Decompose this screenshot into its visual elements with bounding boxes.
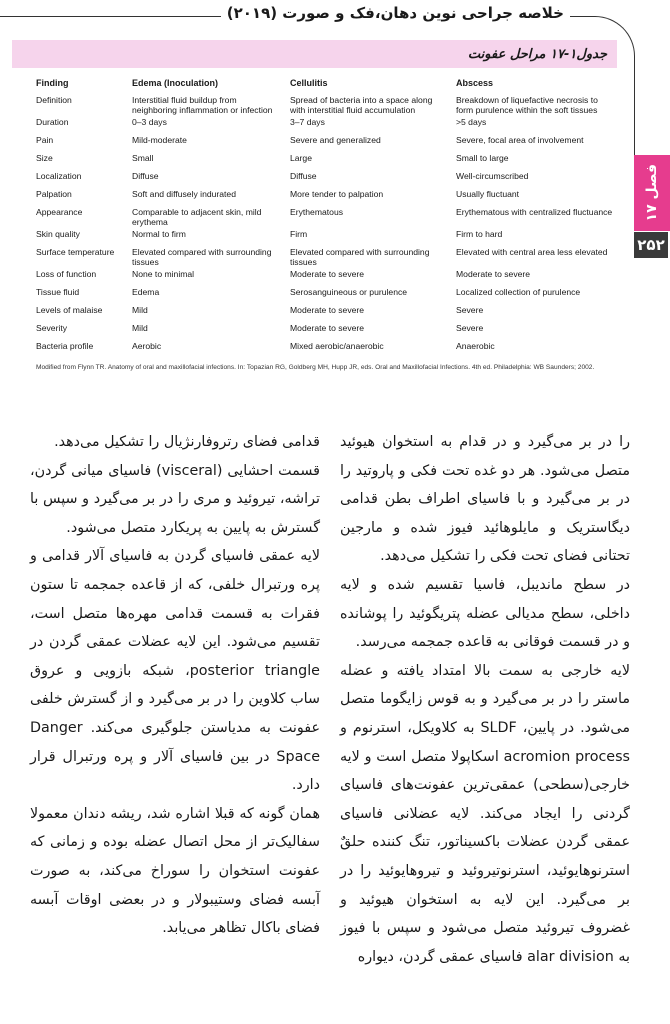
header-cellulitis: Cellulitis: [290, 78, 328, 88]
body-column-right: [340, 428, 630, 971]
cell-abscess: Localized collection of purulence: [456, 287, 581, 297]
cell-cellulitis: Serosanguineous or purulence: [290, 287, 408, 297]
cell-abscess: Firm to hard: [456, 229, 503, 239]
table-row: [12, 206, 617, 228]
cell-finding: Size: [36, 153, 53, 163]
cell-abscess: Severe, focal area of involvement: [456, 135, 584, 145]
cell-abscess: Anaerobic: [456, 341, 495, 351]
paragraph: در سطح ماندیبل، فاسیا تقسیم شده و لایه داخلی، سطح مدیالی عضله پتریگوئید را پوشانده و در قسمت فوقانی به قاعده جمجمه می‌رسد.: [340, 576, 630, 651]
table-row: [12, 188, 617, 206]
cell-cellulitis: Elevated compared with surrounding tissues: [290, 247, 430, 267]
cell-finding: Appearance: [36, 207, 83, 217]
cell-edema: Diffuse: [132, 171, 159, 181]
cell-finding: Localization: [36, 171, 82, 181]
table-caption: جدول۱-۱۷ مراحل عفونت: [12, 40, 617, 68]
table-row: [12, 94, 617, 116]
paragraph: لایه خارجی به سمت بالا امتداد یافته و عضله ماستر را در بر می‌گیرد و به قوس زایگوما متصل می‌شود. در پایین، SLDF به کلاویکل، استرنوم و acromion process اسکاپولا متصل است و لایه خارجی(سطحی) عمقی‌ترین عفونت‌های فاسیای گردنی را ایجاد می‌کند. لایه عضلانی فاسیای عمقی گردن عضلات باکسیناتور، تنگ کننده حلقٌ استرنوهایوئید، استرنوتیروئید و تیروهایوئید را در بر می‌گیرد. این لایه به استخوان هیوئید و غضروف تیروئید متصل می‌شود و سپس با فیوز به alar division فاسیای عمقی گردن، دیواره: [340, 662, 631, 965]
infection-stages-table: [12, 40, 617, 371]
cell-finding: Levels of malaise: [36, 305, 103, 315]
cell-edema: Normal to firm: [132, 229, 186, 239]
table-row: [12, 152, 617, 170]
paragraph: قسمت احشایی (visceral) فاسیای میانی گردن، تراشه، تیروئید و مری را در بر می‌گیرد و سپس با گسترش به پایین به پریکارد متصل می‌شود.: [30, 462, 321, 536]
cell-finding: Definition: [36, 95, 72, 105]
running-header-title: خلاصه جراحی نوین دهان،فک و صورت (۲۰۱۹): [221, 4, 570, 22]
paragraph: همان گونه که قبلا اشاره شد، ریشه دندان معمولا سفالیک‌تر از محل اتصال عضله بوده و زمانی که عفونت استخوان را سوراخ می‌کند، به صورت آبسه فضای وستیبولار و در بعضی اوقات آبسه فضای باکال تظاهر می‌یابد.: [30, 805, 320, 937]
cell-abscess: Usually fluctuant: [456, 189, 520, 199]
table-row: [12, 322, 617, 340]
cell-abscess: Elevated with central area less elevated: [456, 247, 608, 257]
header-abscess: Abscess: [456, 78, 494, 88]
table-row: [12, 340, 617, 358]
cell-edema: None to minimal: [132, 269, 195, 279]
cell-edema: Elevated compared with surrounding tissues: [132, 247, 272, 267]
table-source-note: Modified from Flynn TR. Anatomy of oral and maxillofacial infections. In: Topazian RG, Goldberg MH, Hupp JR, eds. Oral and Maxillofacial Infections. 4th ed. Philadelphia: WB Saunders; 2002.: [36, 364, 595, 371]
cell-cellulitis: Erythematous: [290, 207, 344, 217]
page-number: ۲۵۲: [634, 232, 668, 258]
cell-cellulitis: Moderate to severe: [290, 269, 365, 279]
cell-cellulitis: Diffuse: [290, 171, 317, 181]
cell-abscess: Moderate to severe: [456, 269, 531, 279]
cell-finding: Duration: [36, 117, 69, 127]
cell-cellulitis: Moderate to severe: [290, 323, 365, 333]
cell-cellulitis: Spread of bacteria into a space along with interstitial fluid accumulation: [290, 95, 433, 115]
cell-cellulitis: Severe and generalized: [290, 135, 381, 145]
paragraph: را در بر می‌گیرد و در قدام به استخوان هیوئید متصل می‌شود. هر دو غده تحت فکی و پاروتید را در بر می‌گیرد و با فاسیای اطراف بطن قدامی دیگاستریک و مایلوهائید فیوز شده و مارجین تحتانی فضای تحت فکی را تشکیل می‌دهد.: [340, 434, 630, 565]
cell-edema: Soft and diffusely indurated: [132, 189, 236, 199]
table-row: [12, 134, 617, 152]
cell-abscess: >5 days: [456, 117, 487, 127]
cell-cellulitis: Mixed aerobic/anaerobic: [290, 341, 384, 351]
cell-abscess: Severe: [456, 323, 484, 333]
cell-edema: Aerobic: [132, 341, 162, 351]
cell-finding: Bacteria profile: [36, 341, 94, 351]
cell-finding: Pain: [36, 135, 54, 145]
cell-edema: Edema: [132, 287, 160, 297]
cell-abscess: Breakdown of liquefactive necrosis to form purulence within the soft tissues: [456, 95, 598, 115]
cell-cellulitis: More tender to palpation: [290, 189, 384, 199]
cell-finding: Surface temperature: [36, 247, 115, 257]
cell-abscess: Severe: [456, 305, 484, 315]
table-row: [12, 268, 617, 286]
cell-edema: 0–3 days: [132, 117, 167, 127]
body-column-left: [30, 428, 320, 943]
cell-cellulitis: 3–7 days: [290, 117, 325, 127]
table-header-row: [12, 76, 617, 94]
header-edema: Edema (Inoculation): [132, 78, 219, 88]
cell-edema: Interstitial fluid buildup from neighboring inflammation or infection: [132, 95, 273, 115]
cell-finding: Severity: [36, 323, 68, 333]
header-finding: Finding: [36, 78, 69, 88]
paragraph: لایه عمقی فاسیای گردن به فاسیای آلار قدامی و پره ورتبرال خلفی، که از قاعده جمجمه تا ستون فقرات به قسمت قدامی مهره‌ها متصل است، تقسیم می‌شود. این لایه عضلات عمقی گردن در posterior triangle، شبکه بازویی و عروق ساب کلاوین را در بر می‌گیرد و از گسترش خلفی عفونت به مدیاستن جلوگیری می‌کند. Danger Space در بین فاسیای آلار و پره ورتبرال قرار دارد.: [30, 548, 320, 794]
cell-abscess: Erythematous with centralized fluctuance: [456, 207, 613, 217]
table-row: [12, 246, 617, 268]
cell-edema: Comparable to adjacent skin, mild erythema: [132, 207, 262, 227]
paragraph: قدامی فضای رتروفارنژیال را تشکیل می‌دهد.: [54, 434, 320, 450]
cell-abscess: Small to large: [456, 153, 509, 163]
chapter-tab-label: فصل ۱۷: [644, 164, 660, 222]
cell-finding: Tissue fluid: [36, 287, 80, 297]
cell-finding: Loss of function: [36, 269, 97, 279]
table-row: [12, 228, 617, 246]
cell-cellulitis: Moderate to severe: [290, 305, 365, 315]
cell-edema: Mild: [132, 323, 148, 333]
cell-finding: Skin quality: [36, 229, 80, 239]
cell-cellulitis: Firm: [290, 229, 308, 239]
table-row: [12, 304, 617, 322]
cell-finding: Palpation: [36, 189, 72, 199]
table-row: [12, 116, 617, 134]
stages-table: [12, 76, 617, 358]
table-row: [12, 286, 617, 304]
cell-edema: Mild: [132, 305, 148, 315]
cell-cellulitis: Large: [290, 153, 312, 163]
table-row: [12, 170, 617, 188]
cell-edema: Mild-moderate: [132, 135, 187, 145]
cell-abscess: Well-circumscribed: [456, 171, 529, 181]
chapter-tab: [634, 155, 670, 231]
table-body: [12, 94, 617, 358]
cell-edema: Small: [132, 153, 154, 163]
